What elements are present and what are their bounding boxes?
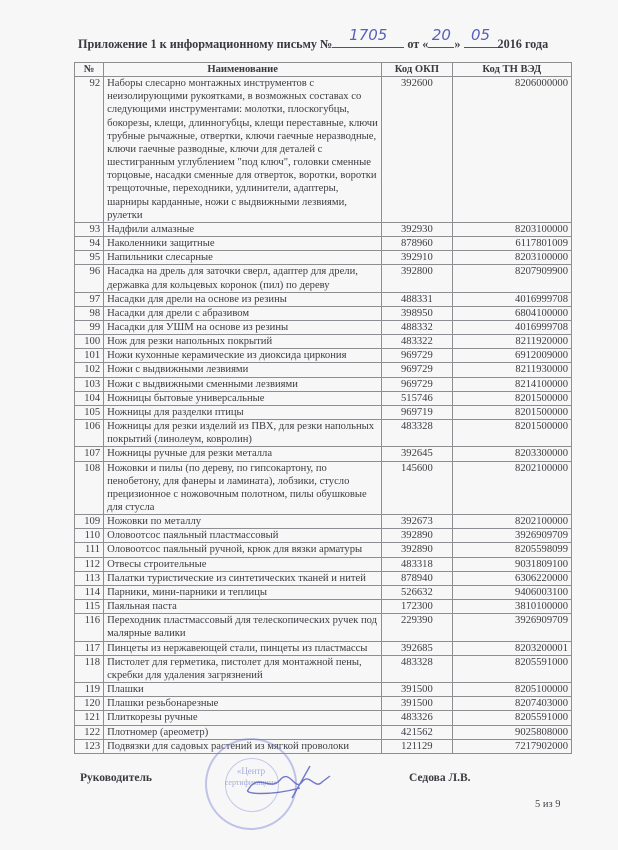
cell-okp: 121129 xyxy=(382,739,452,753)
col-header-okp: Код ОКП xyxy=(382,63,452,77)
day: 20 xyxy=(431,26,451,44)
cell-tnved: 8211920000 xyxy=(452,335,572,349)
cell-okp: 392685 xyxy=(382,641,452,655)
cell-number: 117 xyxy=(75,641,104,655)
cell-okp: 145600 xyxy=(382,461,452,515)
table-row xyxy=(75,363,572,377)
cell-tnved: 9406003100 xyxy=(452,585,572,599)
cell-number: 92 xyxy=(75,77,104,223)
cell-name: Плашки резьбонарезные xyxy=(104,697,382,711)
cell-number: 118 xyxy=(75,655,104,682)
cell-okp: 392600 xyxy=(382,77,452,223)
cell-okp: 483318 xyxy=(382,557,452,571)
table-row xyxy=(75,349,572,363)
cell-name: Переходник пластмассовый для телескопических ручек под малярные валики xyxy=(104,614,382,641)
table-row xyxy=(75,655,572,682)
cell-tnved: 8203100000 xyxy=(452,251,572,265)
table-row xyxy=(75,739,572,753)
table-row xyxy=(75,320,572,334)
cell-tnved: 6117801009 xyxy=(452,237,572,251)
cell-okp: 392930 xyxy=(382,222,452,236)
cell-name: Ножницы для резки изделий из ПВХ, для резки напольных покрытий (линолеум, ковролин) xyxy=(104,420,382,447)
table-header-row xyxy=(75,63,572,77)
table-row xyxy=(75,420,572,447)
cell-name: Ножи с выдвижными сменными лезвиями xyxy=(104,377,382,391)
table-row xyxy=(75,571,572,585)
cell-tnved: 8205591000 xyxy=(452,711,572,725)
cell-okp: 229390 xyxy=(382,614,452,641)
cell-number: 102 xyxy=(75,363,104,377)
cell-tnved: 8214100000 xyxy=(452,377,572,391)
letter-number: 1705 xyxy=(349,26,388,44)
cell-okp: 391500 xyxy=(382,683,452,697)
cell-tnved: 3810100000 xyxy=(452,600,572,614)
cell-okp: 969729 xyxy=(382,377,452,391)
from-label: от « xyxy=(407,37,429,51)
cell-okp: 392800 xyxy=(382,265,452,292)
cell-name: Ножницы для разделки птицы xyxy=(104,405,382,419)
table-row xyxy=(75,585,572,599)
cell-tnved: 8201500000 xyxy=(452,405,572,419)
cell-name: Ножовки по металлу xyxy=(104,515,382,529)
cell-number: 105 xyxy=(75,405,104,419)
cell-name: Пинцеты из нержавеющей стали, пинцеты из пластмассы xyxy=(104,641,382,655)
cell-name: Парники, мини-парники и теплицы xyxy=(104,585,382,599)
table-row xyxy=(75,725,572,739)
col-header-tnved: Код ТН ВЭД xyxy=(452,63,572,77)
cell-name: Пистолет для герметика, пистолет для монтажной пены, скребки для удаления загрязнений xyxy=(104,655,382,682)
cell-number: 104 xyxy=(75,391,104,405)
page-indicator: 5 из 9 xyxy=(535,799,561,810)
cell-tnved: 8202100000 xyxy=(452,515,572,529)
cell-tnved: 8203100000 xyxy=(452,222,572,236)
cell-name: Ножницы ручные для резки металла xyxy=(104,447,382,461)
cell-number: 123 xyxy=(75,739,104,753)
cell-name: Ножовки и пилы (по дереву, по гипсокартону, по пенобетону, для фанеры и ламината), лобзики, стусло прецизионное с ножовочным полотном, пилы обушковые для стусла xyxy=(104,461,382,515)
position-label: Руководитель xyxy=(80,772,152,784)
cell-name: Наборы слесарно монтажных инструментов с неизолирующими рукоятками, в возможных составах со следующими инструментами: молотки, плоскогубцы, бокорезы, клещи, длинногубцы, клещи переставные, ключи трубные рычажные, отвертки, ключи гаечные неразводные, ключи гаечные разводные, ключи для деталей с шестигранным углублением "под ключ", головки сменные торцовые, насадки сменные для отверток, воротки, воротки трещоточные, переходники, удлинители, адаптеры, шарниры карданные, ножи с выдвижными лезвиями, рулетки xyxy=(104,77,382,223)
cell-number: 103 xyxy=(75,377,104,391)
cell-okp: 391500 xyxy=(382,697,452,711)
cell-name: Плашки xyxy=(104,683,382,697)
cell-name: Оловоотсос паяльный ручной, крюк для вязки арматуры xyxy=(104,543,382,557)
table-row xyxy=(75,251,572,265)
cell-number: 116 xyxy=(75,614,104,641)
cell-okp: 392645 xyxy=(382,447,452,461)
cell-okp: 969719 xyxy=(382,405,452,419)
cell-number: 97 xyxy=(75,292,104,306)
table-row xyxy=(75,222,572,236)
table-row xyxy=(75,377,572,391)
cell-name: Оловоотсос паяльный пластмассовый xyxy=(104,529,382,543)
cell-name: Ножи с выдвижными лезвиями xyxy=(104,363,382,377)
title-prefix: Приложение 1 к информационному письму № xyxy=(78,37,333,51)
signature-icon xyxy=(240,762,350,802)
cell-tnved: 4016999708 xyxy=(452,292,572,306)
cell-number: 121 xyxy=(75,711,104,725)
cell-name: Насадки для УШМ на основе из резины xyxy=(104,320,382,334)
cell-tnved: 8205100000 xyxy=(452,683,572,697)
cell-tnved: 8206000000 xyxy=(452,77,572,223)
cell-number: 106 xyxy=(75,420,104,447)
cell-name: Насадка на дрель для заточки сверл, адаптер для дрели, державка для кольцевых коронок (пил) по дереву xyxy=(104,265,382,292)
cell-tnved: 8201500000 xyxy=(452,420,572,447)
cell-number: 95 xyxy=(75,251,104,265)
month-field xyxy=(464,26,498,48)
cell-okp: 515746 xyxy=(382,391,452,405)
cell-name: Насадки для дрели на основе из резины xyxy=(104,292,382,306)
cell-number: 96 xyxy=(75,265,104,292)
month: 05 xyxy=(470,26,491,44)
cell-tnved: 8211930000 xyxy=(452,363,572,377)
cell-name: Плотномер (ареометр) xyxy=(104,725,382,739)
cell-okp: 392890 xyxy=(382,529,452,543)
cell-name: Нож для резки напольных покрытий xyxy=(104,335,382,349)
cell-okp: 483326 xyxy=(382,711,452,725)
cell-name: Надфили алмазные xyxy=(104,222,382,236)
stamp-text-2: сертификации» xyxy=(224,778,278,787)
cell-name: Плиткорезы ручные xyxy=(104,711,382,725)
cell-number: 110 xyxy=(75,529,104,543)
cell-number: 114 xyxy=(75,585,104,599)
cell-tnved: 8207403000 xyxy=(452,697,572,711)
cell-tnved: 8205598099 xyxy=(452,543,572,557)
year-suffix: 2016 года xyxy=(497,37,549,51)
table-row xyxy=(75,405,572,419)
table-row xyxy=(75,461,572,515)
table-body xyxy=(75,77,572,754)
table-row xyxy=(75,543,572,557)
cell-tnved: 7217902000 xyxy=(452,739,572,753)
table-row xyxy=(75,557,572,571)
cell-okp: 392890 xyxy=(382,543,452,557)
cell-okp: 421562 xyxy=(382,725,452,739)
table-row xyxy=(75,391,572,405)
cell-tnved: 8205591000 xyxy=(452,655,572,682)
cell-name: Паяльная паста xyxy=(104,600,382,614)
quote-close: » xyxy=(454,37,461,51)
cell-number: 94 xyxy=(75,237,104,251)
cell-tnved: 3926909709 xyxy=(452,614,572,641)
cell-okp: 878940 xyxy=(382,571,452,585)
table-row xyxy=(75,237,572,251)
table-row xyxy=(75,600,572,614)
table-row xyxy=(75,683,572,697)
cell-okp: 969729 xyxy=(382,349,452,363)
product-codes-table xyxy=(74,62,572,754)
cell-name: Напильники слесарные xyxy=(104,251,382,265)
cell-number: 99 xyxy=(75,320,104,334)
table-row xyxy=(75,614,572,641)
cell-tnved: 8201500000 xyxy=(452,391,572,405)
cell-tnved: 6912009000 xyxy=(452,349,572,363)
letter-number-field xyxy=(332,26,404,48)
cell-number: 98 xyxy=(75,306,104,320)
table-row xyxy=(75,335,572,349)
cell-tnved: 4016999708 xyxy=(452,320,572,334)
cell-okp: 969729 xyxy=(382,363,452,377)
cell-number: 122 xyxy=(75,725,104,739)
cell-tnved: 6306220000 xyxy=(452,571,572,585)
cell-okp: 483328 xyxy=(382,655,452,682)
col-header-number: № xyxy=(75,63,104,77)
cell-name: Наколенники защитные xyxy=(104,237,382,251)
cell-number: 101 xyxy=(75,349,104,363)
cell-tnved: 8203300000 xyxy=(452,447,572,461)
cell-number: 111 xyxy=(75,543,104,557)
cell-tnved: 9031809100 xyxy=(452,557,572,571)
cell-name: Отвесы строительные xyxy=(104,557,382,571)
cell-okp: 488332 xyxy=(382,320,452,334)
cell-number: 108 xyxy=(75,461,104,515)
col-header-name: Наименование xyxy=(104,63,382,77)
cell-number: 93 xyxy=(75,222,104,236)
cell-tnved: 6804100000 xyxy=(452,306,572,320)
cell-number: 119 xyxy=(75,683,104,697)
cell-number: 113 xyxy=(75,571,104,585)
cell-number: 120 xyxy=(75,697,104,711)
cell-name: Палатки туристические из синтетических тканей и нитей xyxy=(104,571,382,585)
cell-okp: 526632 xyxy=(382,585,452,599)
table-row xyxy=(75,529,572,543)
table-row xyxy=(75,447,572,461)
cell-okp: 398950 xyxy=(382,306,452,320)
cell-okp: 878960 xyxy=(382,237,452,251)
cell-number: 107 xyxy=(75,447,104,461)
document-title xyxy=(78,26,598,52)
cell-okp: 483322 xyxy=(382,335,452,349)
signatory-name: Седова Л.В. xyxy=(409,772,471,784)
table-row xyxy=(75,306,572,320)
table-row xyxy=(75,515,572,529)
cell-number: 100 xyxy=(75,335,104,349)
table-row xyxy=(75,711,572,725)
table-row xyxy=(75,641,572,655)
table-row xyxy=(75,77,572,223)
cell-tnved: 3926909709 xyxy=(452,529,572,543)
stamp-text-1: «Центр xyxy=(236,766,266,776)
cell-name: Ножницы бытовые универсальные xyxy=(104,391,382,405)
cell-okp: 488331 xyxy=(382,292,452,306)
cell-okp: 392910 xyxy=(382,251,452,265)
table-row xyxy=(75,265,572,292)
cell-tnved: 8202100000 xyxy=(452,461,572,515)
cell-okp: 172300 xyxy=(382,600,452,614)
cell-tnved: 8203200001 xyxy=(452,641,572,655)
cell-okp: 483328 xyxy=(382,420,452,447)
cell-tnved: 8207909900 xyxy=(452,265,572,292)
cell-number: 115 xyxy=(75,600,104,614)
cell-okp: 392673 xyxy=(382,515,452,529)
table-row xyxy=(75,292,572,306)
cell-number: 112 xyxy=(75,557,104,571)
cell-name: Ножи кухонные керамические из диоксида циркония xyxy=(104,349,382,363)
cell-tnved: 9025808000 xyxy=(452,725,572,739)
cell-number: 109 xyxy=(75,515,104,529)
cell-name: Подвязки для садовых растений из мягкой проволоки xyxy=(104,739,382,753)
table-row xyxy=(75,697,572,711)
day-field xyxy=(428,26,454,48)
cell-name: Насадки для дрели с абразивом xyxy=(104,306,382,320)
